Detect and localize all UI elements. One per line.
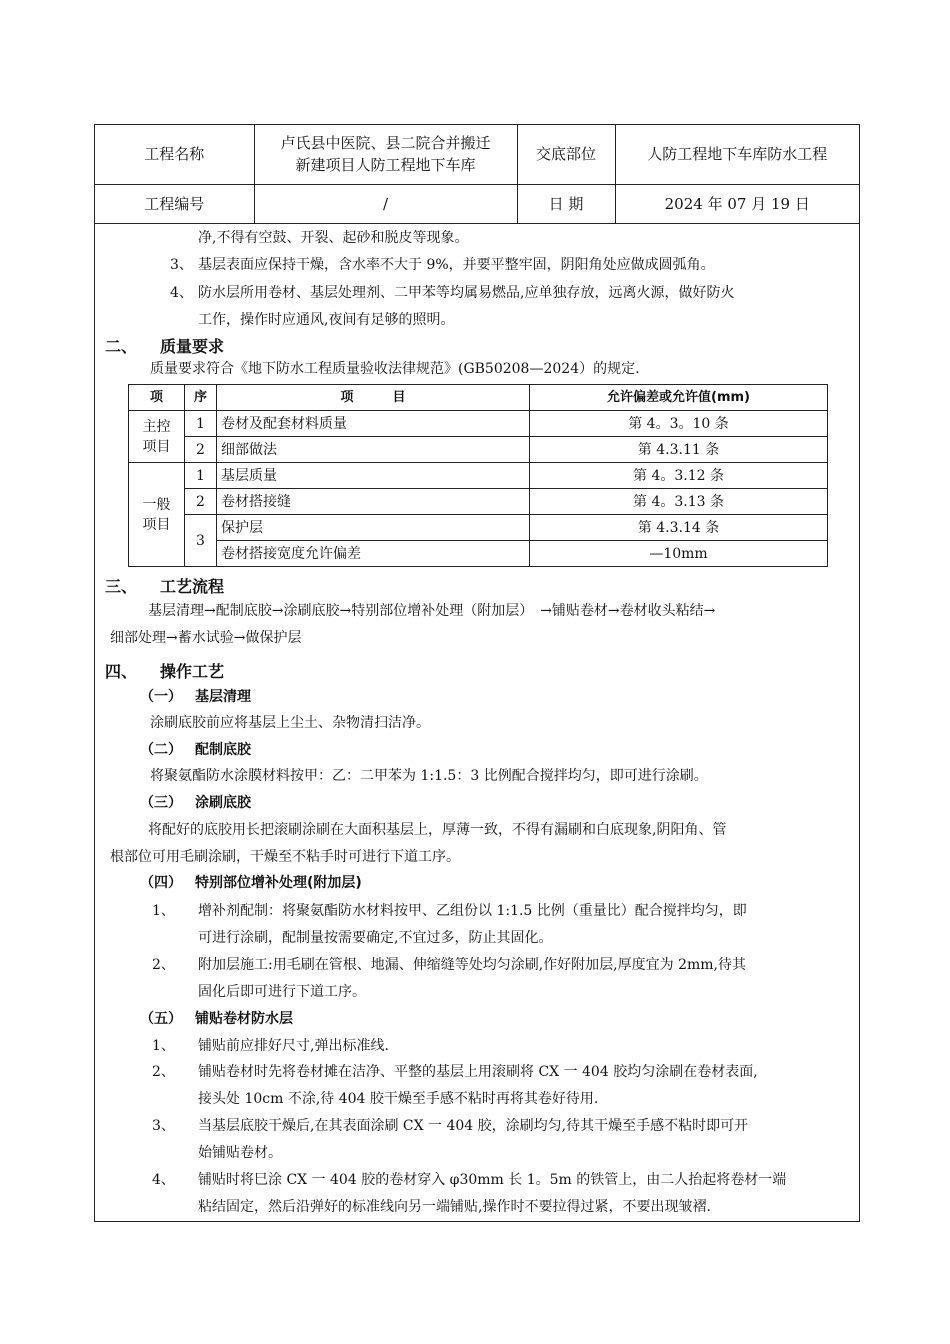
table-row: 2 细部做法 第 4.3.11 条: [129, 437, 828, 463]
part-value: 人防工程地下车库防水工程: [615, 125, 859, 184]
table-row: 一般 项目 1 基层质量 第 4。3.12 条: [129, 463, 828, 489]
sub1-num: （一）: [140, 689, 182, 705]
project-no-value: /: [254, 184, 517, 223]
sub2-text: 将聚氨酯防水涂膜材料按甲：乙：二甲苯为 1:1.5：3 比例配合搅拌均匀，即可进行涂刷。: [150, 768, 708, 784]
section2-title: 质量要求: [160, 337, 225, 356]
sub5-item3-line2: 始铺贴卷材。: [198, 1145, 282, 1161]
intro-cont-line: 净,不得有空鼓、开裂、起砂和脱皮等现象。: [198, 230, 469, 246]
sub5-item2-line1: 铺贴卷材时先将卷材摊在洁净、平整的基层上用滚刷将 CX 一 404 胶均匀涂刷在卷材表面,: [198, 1064, 758, 1080]
sub1-title: 基层清理: [195, 689, 251, 705]
quality-table: [128, 384, 828, 567]
project-name-label: 工程名称: [95, 125, 254, 184]
section2-num: 二、: [105, 337, 138, 356]
col-name: 项 目: [217, 385, 530, 411]
date-value: 2024 年 07 月 19 日: [615, 184, 859, 223]
table-row: 3 保护层 第 4.3.14 条: [129, 515, 828, 541]
section3-num: 三、: [105, 577, 138, 596]
table-header-row: [129, 385, 828, 411]
sub3-title: 涂刷底胶: [195, 795, 251, 811]
col-seq: 序: [185, 385, 217, 411]
intro-item4-line2: 工作，操作时应通风,夜间有足够的照明。: [198, 312, 455, 328]
sub4-item2-num: 2、: [152, 957, 175, 973]
intro-item3-text: 基层表面应保持干燥，含水率不大于 9%，并要平整牢固，阴阳角处应做成圆弧角。: [198, 257, 715, 273]
sub2-num: （二）: [140, 742, 182, 758]
project-name-value: 卢氏县中医院、县二院合并搬迁 新建项目人防工程地下车库: [254, 125, 517, 184]
sub5-item3-line1: 当基层底胶干燥后,在其表面涂刷 CX 一 404 胶，涂刷均匀,待其干燥至手感不粘时即可开: [198, 1118, 749, 1134]
group-main-control: 主控 项目: [129, 411, 185, 463]
sub5-item1-num: 1、: [152, 1038, 175, 1054]
table-row: 主控 项目 1 卷材及配套材料质量 第 4。3。10 条: [129, 411, 828, 437]
sub3-line1: 将配好的底胶用长把滚刷涂刷在大面积基层上，厚薄一致，不得有漏刷和白底现象,阴阳角、管: [148, 822, 727, 838]
sub5-num: （五）: [140, 1011, 182, 1027]
sub5-item2-num: 2、: [152, 1064, 175, 1080]
sub5-title: 铺贴卷材防水层: [195, 1011, 293, 1027]
sub3-line2: 根部位可用毛刷涂刷，干燥至不粘手时可进行下道工序。: [110, 849, 460, 865]
intro-item3-num: 3、: [170, 257, 193, 273]
sub5-item4-line1: 铺贴时将巳涂 CX 一 404 胶的卷材穿入 φ30mm 长 1。5m 的铁管上，由二人抬起将卷材一端: [198, 1172, 787, 1188]
section3-title: 工艺流程: [160, 577, 225, 596]
col-item: 项: [129, 385, 185, 411]
sub1-text: 涂刷底胶前应将基层上尘土、杂物清扫洁净。: [150, 715, 430, 731]
section3-line1: 基层清理→配制底胶→涂刷底胶→特别部位增补处理（附加层） →铺贴卷材→卷材收头粘结→: [148, 603, 716, 619]
date-label: 日 期: [517, 184, 615, 223]
intro-item4-num: 4、: [170, 285, 193, 301]
part-label: 交底部位: [517, 125, 615, 184]
project-no-label: 工程编号: [95, 184, 254, 223]
col-value: 允许偏差或允许值(mm): [530, 385, 828, 411]
section4-num: 四、: [105, 662, 138, 681]
sub5-item1-line1: 铺贴前应排好尺寸,弹出标准线.: [198, 1038, 389, 1054]
sub5-item2-line2: 接头处 10cm 不涂,待 404 胶干燥至手感不粘时再将其卷好待用.: [198, 1091, 599, 1107]
sub4-title: 特别部位增补处理(附加层): [195, 875, 362, 891]
sub5-item3-num: 3、: [152, 1118, 175, 1134]
sub3-num: （三）: [140, 795, 182, 811]
section2-text: 质量要求符合《地下防水工程质量验收法律规范》(GB50208—2024）的规定.: [150, 361, 640, 377]
sub4-item1-num: 1、: [152, 903, 175, 919]
section4-title: 操作工艺: [160, 662, 225, 681]
sub5-item4-line2: 粘结固定，然后沿弹好的标准线向另一端铺贴,操作时不要拉得过紧，不要出现皱褶.: [198, 1199, 711, 1215]
header-table: [95, 125, 859, 224]
intro-item4-line1: 防水层所用卷材、基层处理剂、二甲苯等均属易燃品,应单独存放，远离火源，做好防火: [198, 285, 735, 301]
group-general: 一般 项目: [129, 463, 185, 567]
table-row: 卷材搭接宽度允许偏差 —10mm: [129, 541, 828, 567]
sub4-num: （四）: [140, 875, 182, 891]
table-row: 2 卷材搭接缝 第 4。3.13 条: [129, 489, 828, 515]
sub4-item2-line2: 固化后即可进行下道工序。: [198, 984, 366, 1000]
sub5-item4-num: 4、: [152, 1172, 175, 1188]
sub4-item2-line1: 附加层施工:用毛刷在管根、地漏、伸缩缝等处均匀涂刷,作好附加层,厚度宜为 2mm,待其: [198, 957, 746, 973]
sub4-item1-line1: 增补剂配制：将聚氨酯防水材料按甲、乙组份以 1:1.5 比例（重量比）配合搅拌均匀，即: [198, 903, 747, 919]
sub2-title: 配制底胶: [195, 742, 251, 758]
section3-line2: 细部处理→蓄水试验→做保护层: [110, 630, 302, 646]
sub4-item1-line2: 可进行涂刷，配制量按需要确定,不宜过多，防止其固化。: [198, 930, 553, 946]
